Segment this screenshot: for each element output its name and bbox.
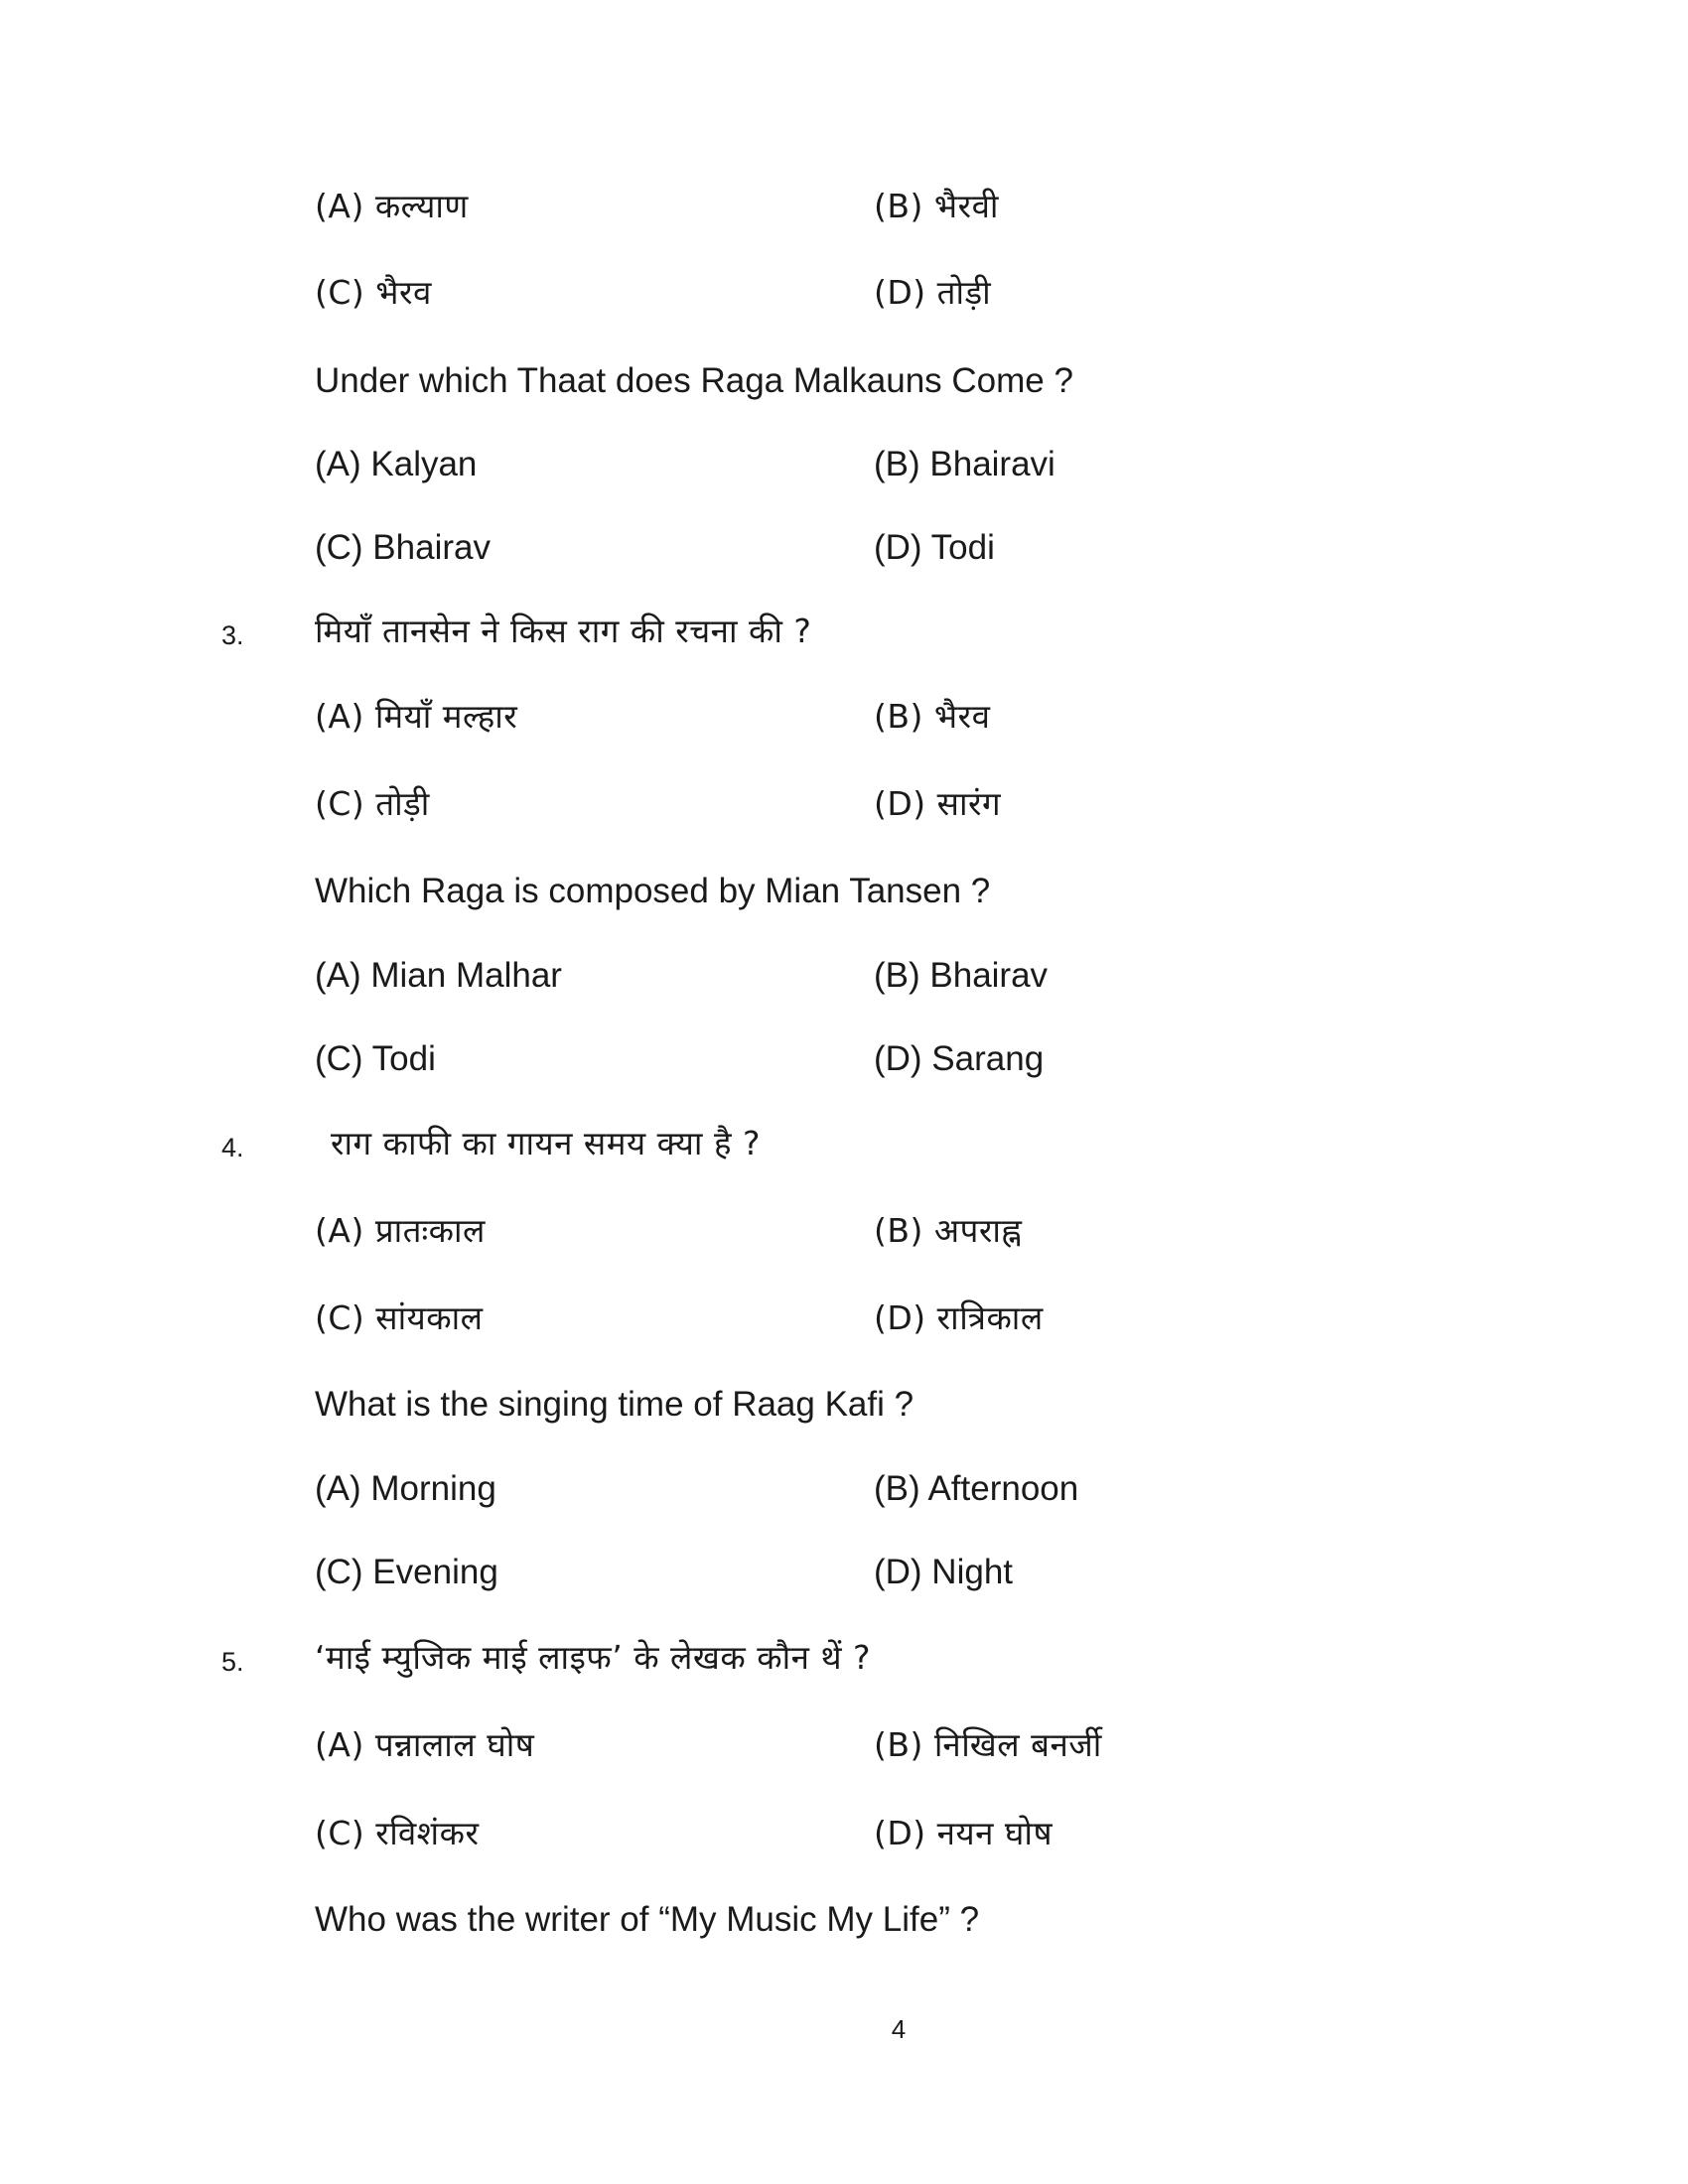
q3-hindi-option-c: (C) तोड़ी (315, 784, 430, 823)
q4-english-option-d: (D) Night (874, 1553, 1014, 1591)
q2-english-option-c: (C) Bhairav (315, 528, 491, 567)
q3-number: 3. (221, 620, 244, 650)
q4-number: 4. (221, 1133, 244, 1162)
q3-english-option-c: (C) Todi (315, 1039, 436, 1078)
q5-english-question: Who was the writer of “My Music My Life” ? (315, 1900, 980, 1939)
q2-hindi-option-a: (A) कल्याण (315, 187, 469, 225)
q4-english-option-b: (B) Afternoon (874, 1469, 1079, 1508)
q4-hindi-question: राग काफी का गायन समय क्या है ? (331, 1124, 761, 1162)
q3-english-option-a: (A) Mian Malhar (315, 956, 562, 995)
q4-hindi-option-d: (D) रात्रिकाल (874, 1298, 1044, 1337)
q5-hindi-option-c: (C) रविशंकर (315, 1814, 480, 1852)
q5-hindi-question: ‘माई म्युजिक माई लाइफ’ के लेखक कौन थें ? (315, 1638, 872, 1677)
q3-hindi-question: मियाँ तानसेन ने किस राग की रचना की ? (315, 612, 812, 650)
page-number: 4 (891, 2014, 907, 2044)
q3-english-option-b: (B) Bhairav (874, 956, 1049, 995)
q4-english-option-c: (C) Evening (315, 1553, 498, 1591)
q3-english-option-d: (D) Sarang (874, 1039, 1045, 1078)
q4-hindi-option-c: (C) सांयकाल (315, 1298, 484, 1337)
q3-english-question: Which Raga is composed by Mian Tansen ? (315, 872, 991, 910)
q5-hindi-option-d: (D) नयन घोष (874, 1814, 1054, 1852)
q5-number: 5. (221, 1647, 244, 1677)
q2-hindi-option-c: (C) भैरव (315, 273, 432, 312)
q2-english-question: Under which Thaat does Raga Malkauns Come ? (315, 361, 1073, 400)
q4-english-question: What is the singing time of Raag Kafi ? (315, 1385, 914, 1424)
q4-hindi-option-a: (A) प्रातःकाल (315, 1211, 486, 1250)
q2-english-option-b: (B) Bhairavi (874, 445, 1055, 483)
q5-hindi-option-b: (B) निखिल बनर्जी (874, 1725, 1102, 1764)
q5-hindi-option-a: (A) पन्नालाल घोष (315, 1725, 535, 1764)
q2-hindi-option-b: (B) भैरवी (874, 187, 999, 225)
q3-hindi-option-b: (B) भैरव (874, 697, 991, 736)
q4-english-option-a: (A) Morning (315, 1469, 496, 1508)
q3-hindi-option-a: (A) मियाँ मल्हार (315, 697, 518, 736)
q2-hindi-option-d: (D) तोड़ी (874, 273, 992, 312)
q4-hindi-option-b: (B) अपराह्न (874, 1211, 1023, 1250)
q2-english-option-d: (D) Todi (874, 528, 995, 567)
q2-english-option-a: (A) Kalyan (315, 445, 478, 483)
q3-hindi-option-d: (D) सारंग (874, 784, 1002, 823)
